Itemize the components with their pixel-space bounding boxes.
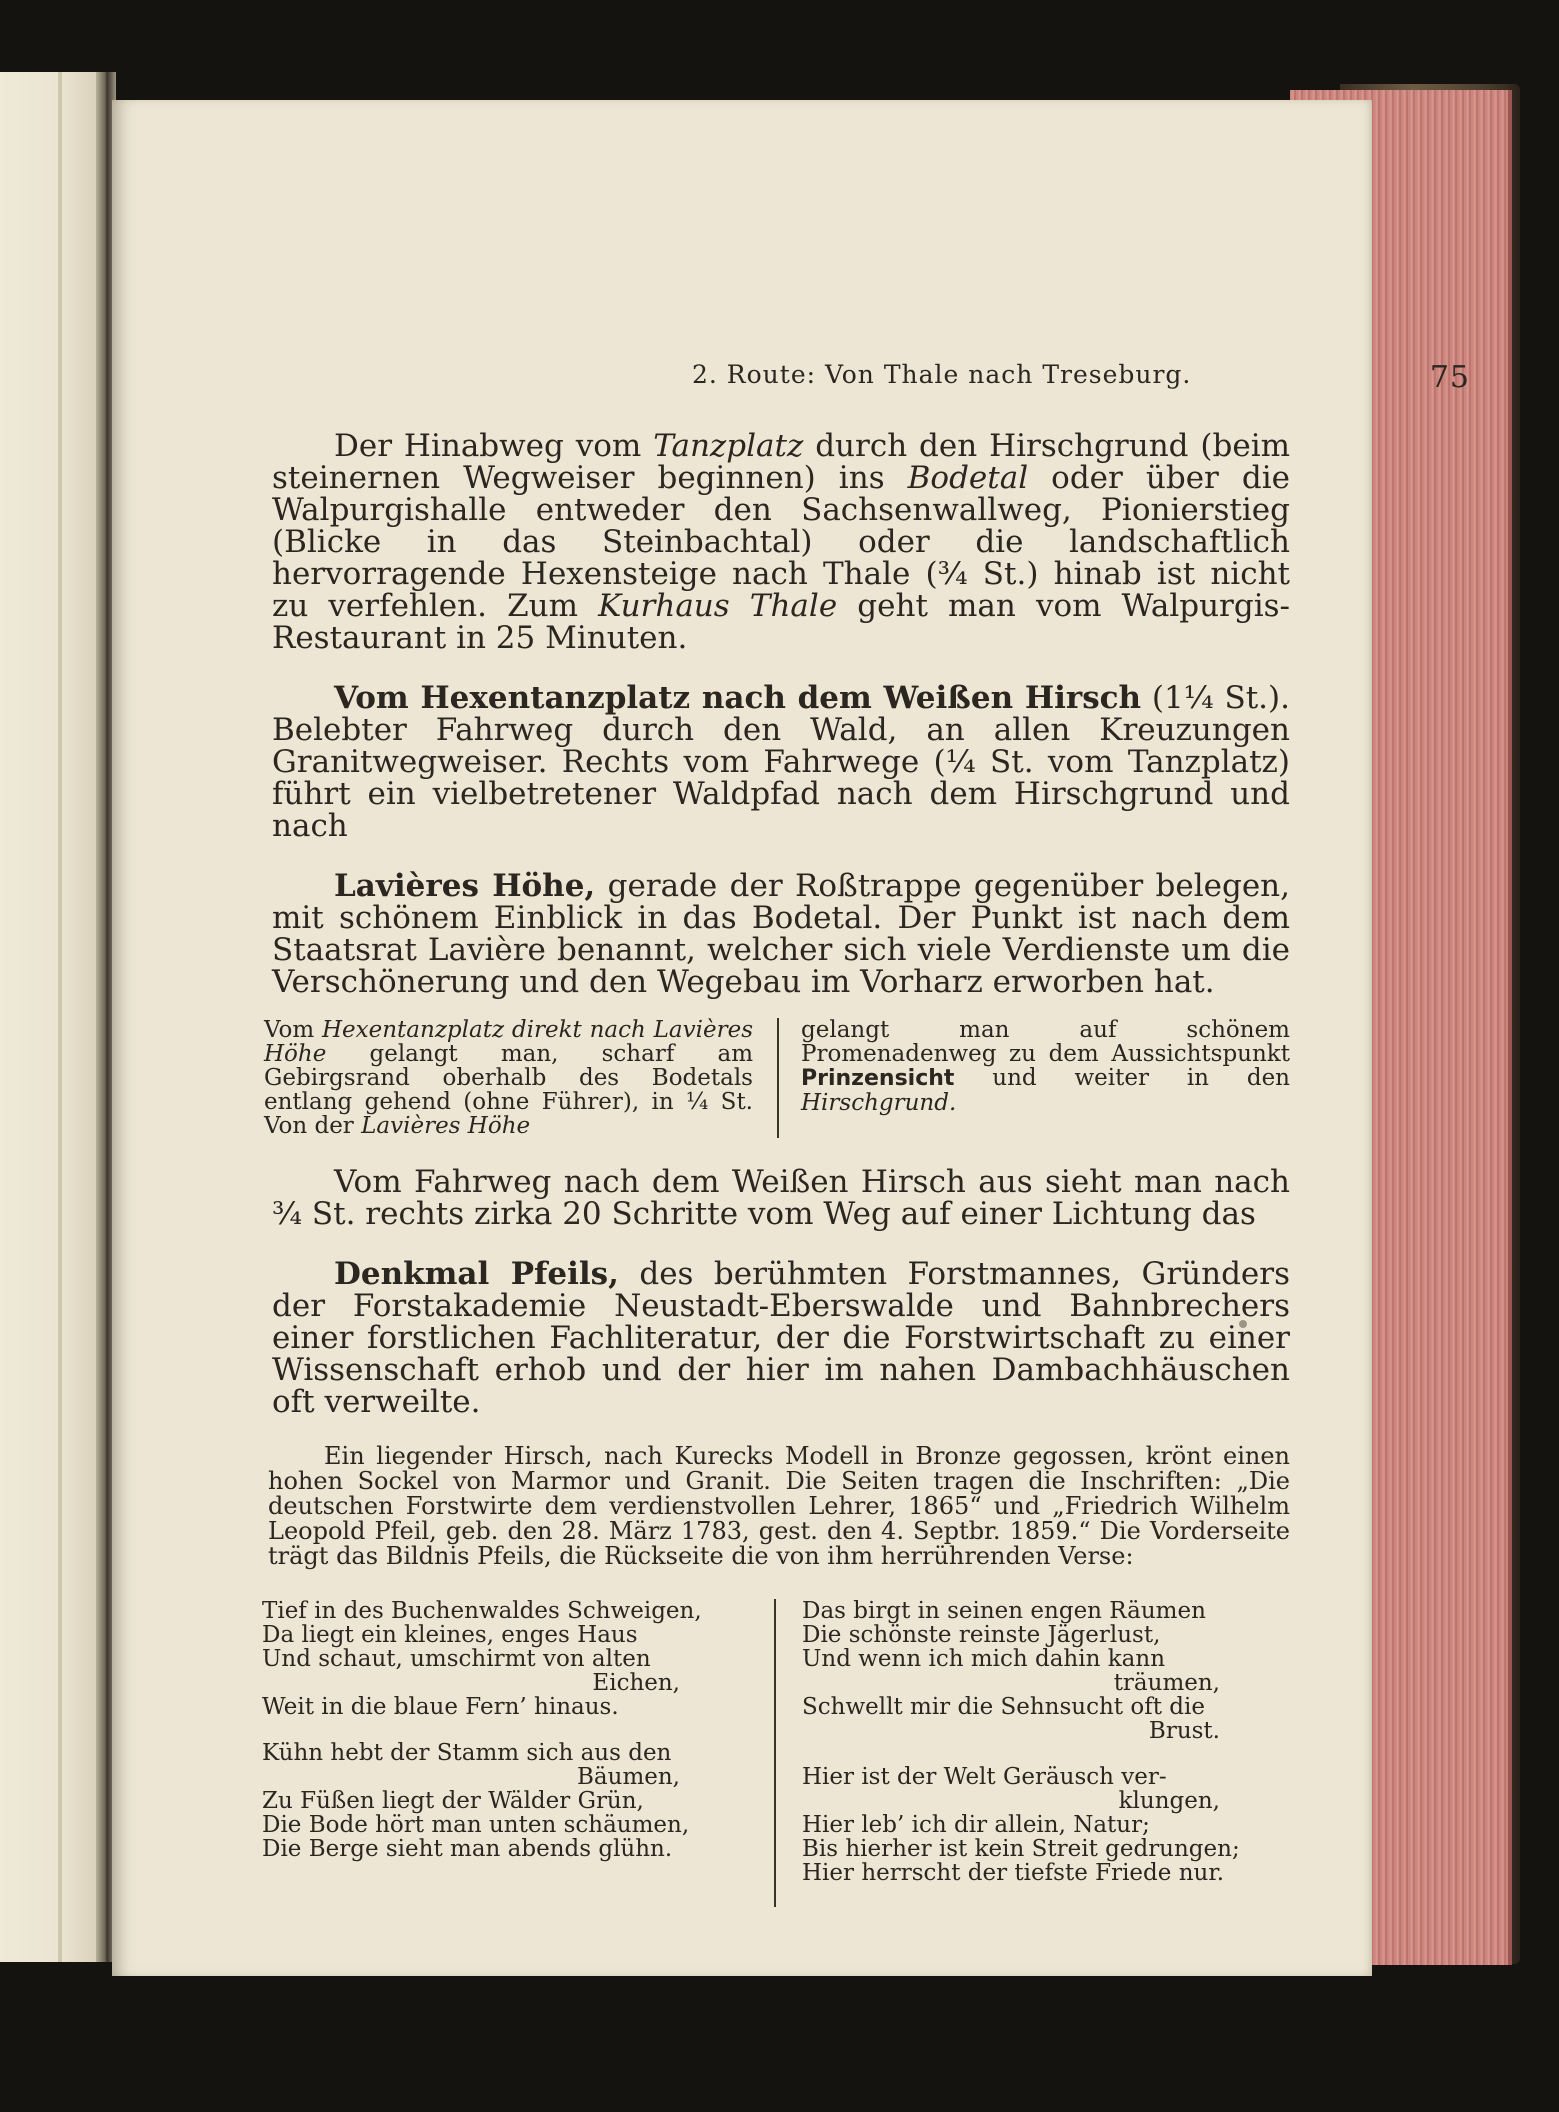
paragraph-fahrweg	[272, 1166, 1290, 1230]
poem-line: Die Berge sieht man abends glühn.	[262, 1836, 673, 1862]
poem	[262, 1599, 1290, 1907]
poem-line: Da liegt ein kleines, enges Haus	[262, 1622, 638, 1648]
poem-line: klungen,	[1118, 1788, 1220, 1814]
bold-place: Prinzensicht	[801, 1066, 955, 1091]
text-run: oder über die Walpurgishalle entweder den Sachsenwallweg, Pionierstieg (Blicke in das Steinbachtal) oder die landschaftlich hervorragende Hexensteige nach Thale (¾ St.) hinab ist nicht zu verfehlen. Zum	[272, 460, 1290, 624]
poem-stanza	[802, 1599, 1290, 1743]
poem-line: Hier leb’ ich dir allein, Natur;	[802, 1812, 1150, 1838]
poem-stanza	[802, 1765, 1290, 1885]
text-run: gelangt man, scharf am Gebirgsrand oberhalb des Bodetals entlang gehend (ohne Führer), in ¼ St. Von der	[264, 1041, 753, 1139]
poem-line: Schwellt mir die Sehnsucht oft die	[802, 1694, 1205, 1720]
section-heading: Lavières Höhe,	[334, 868, 596, 904]
poem-line: Und schaut, umschirmt von alten	[262, 1646, 651, 1672]
italic-place: Hexentanzplatz direkt nach Lavières Höhe	[264, 1017, 753, 1067]
poem-line: Tief in des Buchenwaldes Schweigen,	[262, 1598, 702, 1624]
poem-right-column	[776, 1599, 1290, 1907]
section-heading: Vom Hexentanzplatz nach dem Weißen Hirsch	[334, 680, 1142, 716]
poem-left-column	[262, 1599, 776, 1907]
poem-line: Bis hierher ist kein Streit gedrungen;	[802, 1836, 1240, 1862]
paragraph-weisser-hirsch	[272, 682, 1290, 842]
small-print-left	[264, 1018, 779, 1138]
running-head	[422, 360, 1470, 402]
small-print-columns	[264, 1018, 1290, 1138]
poem-stanza	[262, 1599, 750, 1719]
section-heading: Denkmal Pfeils,	[334, 1256, 619, 1292]
text-run: und weiter in den	[954, 1065, 1290, 1091]
poem-line: Hier herrscht der tiefste Friede nur.	[802, 1860, 1225, 1886]
poem-line: Kühn hebt der Stamm sich aus den	[262, 1740, 672, 1766]
left-page-edge	[58, 72, 62, 1962]
poem-line: Hier ist der Welt Geräusch ver-	[802, 1764, 1167, 1790]
italic-place: Lavières Höhe	[361, 1113, 531, 1139]
poem-line: Die schönste reinste Jägerlust,	[802, 1622, 1161, 1648]
paragraph-lavieres-hoehe	[272, 870, 1290, 998]
text-run: durch den Hirschgrund (beim steinernen Wegweiser beginnen) ins	[272, 428, 1290, 496]
text-run: geht man vom Walpurgis-Restaurant in 25 Minuten.	[272, 588, 1291, 656]
left-page	[0, 72, 100, 1962]
small-print-right	[779, 1018, 1290, 1138]
italic-place: Hirschgrund.	[801, 1090, 957, 1116]
note-monument: Ein liegender Hirsch, nach Kurecks Modell in Bronze gegossen, krönt einen hohen Sockel von Marmor und Granit. Die Seiten tragen die Inschriften: „Die deutschen Forstwirte dem verdienstvollen Lehrer, 1865“ und „Friedrich Wilhelm Leopold Pfeil, geb. den 28. März 1783, gest. den 4. Septbr. 1859.“ Die Vorderseite trägt das Bildnis Pfeils, die Rückseite die von ihm herrührenden Verse:	[268, 1442, 1290, 1570]
text-run: gerade der Roßtrappe gegenüber belegen, mit schönem Einblick in das Bodetal. Der Punkt ist nach dem Staatsrat Lavière benannt, welcher sich viele Verdienste um die Verschönerung und den Wegebau im Vorharz erworben hat.	[272, 868, 1291, 1000]
text-run: des berühmten Forstmannes, Gründers der Forstakademie Neustadt-Eberswalde und Bahnbrechers einer forstlichen Fachliteratur, der die Forstwirtschaft zu einer Wissenschaft erhob und der hier im nahen Dambachhäuschen oft verweilte.	[272, 1256, 1290, 1420]
poem-line: Bäumen,	[577, 1764, 680, 1790]
italic-place: Bodetal	[907, 460, 1029, 496]
book-page	[112, 100, 1470, 1976]
running-head-title: 2. Route: Von Thale nach Treseburg.	[692, 360, 1192, 389]
text-run: Vom Fahrweg nach dem Weißen Hirsch aus sieht man nach ¾ St. rechts zirka 20 Schritte vom Weg auf einer Lichtung das	[272, 1164, 1290, 1232]
poem-line: träumen,	[1113, 1670, 1220, 1696]
paragraph-denkmal-pfeils	[272, 1258, 1290, 1418]
poem-line: Eichen,	[592, 1670, 680, 1696]
poem-line: Das birgt in seinen engen Räumen	[802, 1598, 1206, 1624]
page-content	[262, 360, 1470, 1907]
poem-line: Brust.	[1148, 1718, 1220, 1744]
italic-place: Kurhaus Thale	[598, 588, 838, 624]
paragraph-hinabweg	[272, 430, 1290, 654]
poem-stanza	[262, 1741, 750, 1861]
page-number: 75	[1429, 360, 1470, 395]
text-run: gelangt man auf schönem Promenadenweg zu dem Aussichtspunkt	[801, 1017, 1290, 1067]
poem-line: Zu Füßen liegt der Wälder Grün,	[262, 1788, 644, 1814]
text-run: (1¼ St.). Belebter Fahrweg durch den Wald, an allen Kreuzungen Granitwegweiser. Rechts vom Fahrwege (¼ St. vom Tanzplatz) führt ein vielbetretener Waldpfad nach dem Hirschgrund und nach	[272, 680, 1290, 844]
poem-line: Und wenn ich mich dahin kann	[802, 1646, 1166, 1672]
poem-line: Die Bode hört man unten schäumen,	[262, 1812, 690, 1838]
italic-place: Tanzplatz	[653, 428, 804, 464]
text-run: Der Hinabweg vom	[334, 428, 654, 464]
poem-line: Weit in die blaue Fern’ hinaus.	[262, 1694, 619, 1720]
text-run: Vom	[264, 1017, 322, 1043]
